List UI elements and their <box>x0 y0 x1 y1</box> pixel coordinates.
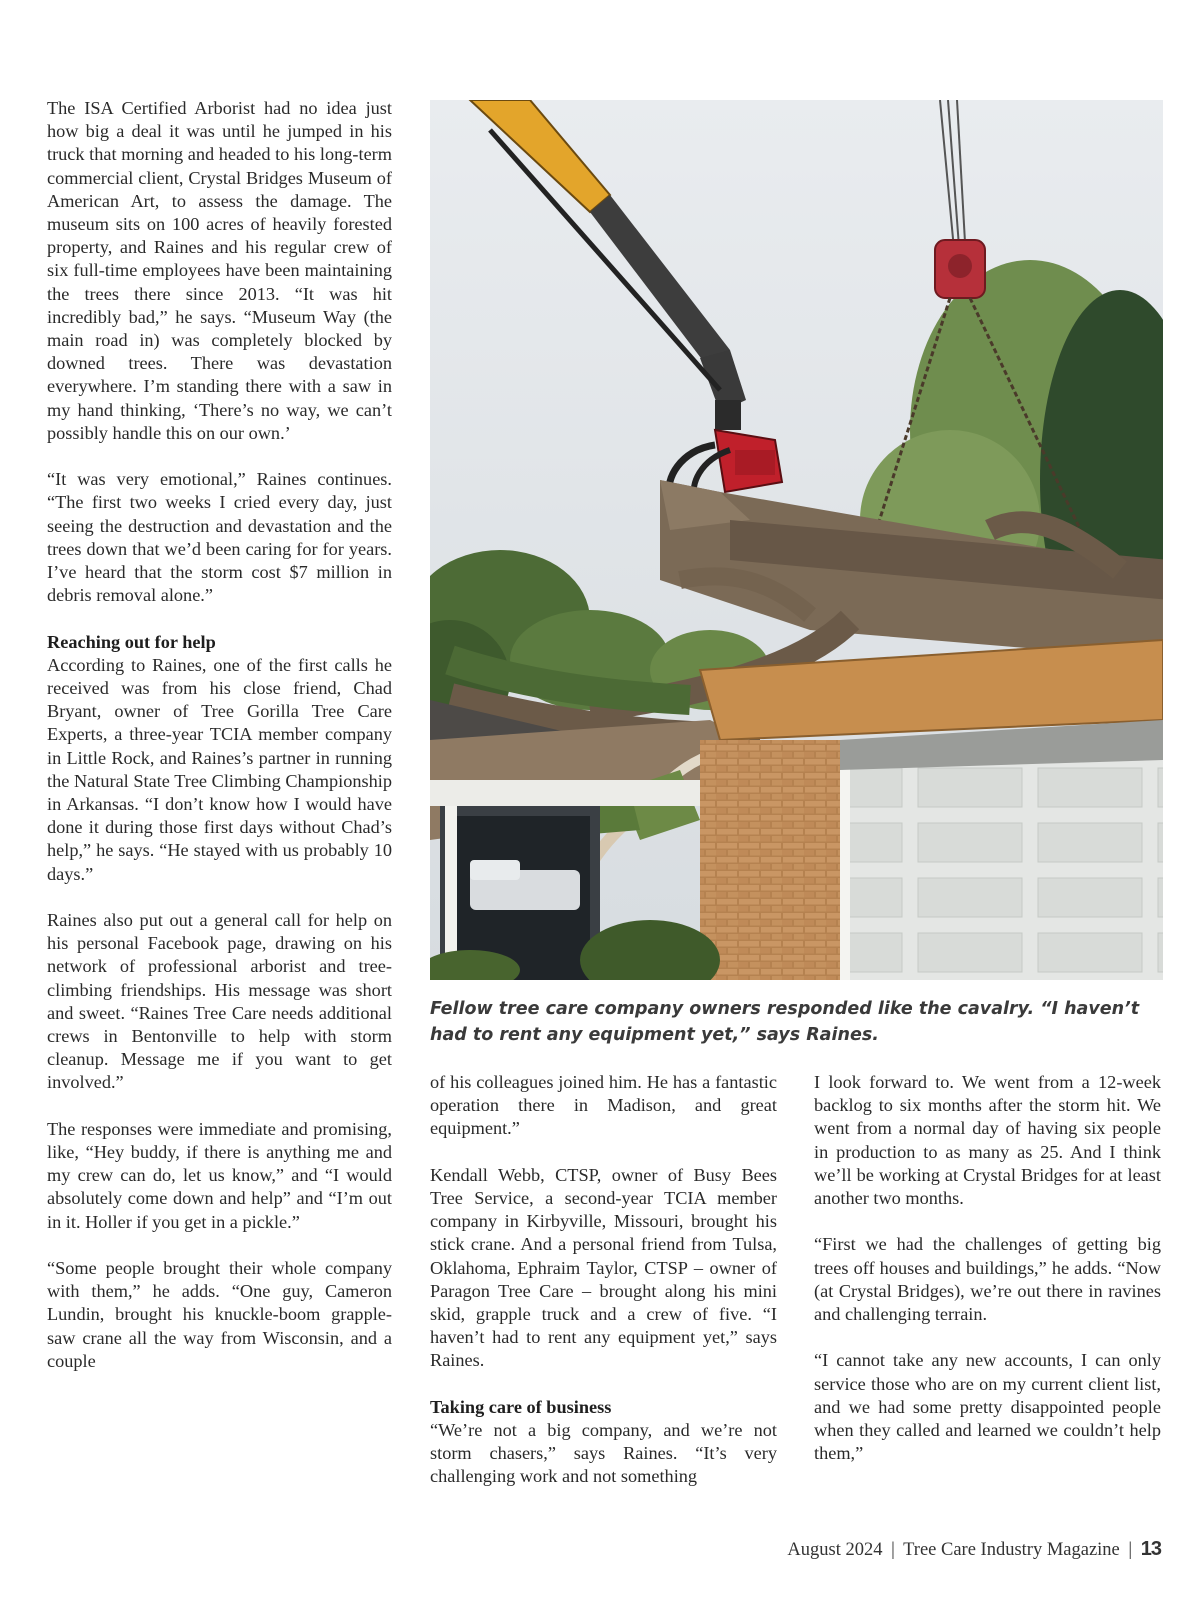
garage-door <box>840 720 1163 980</box>
paragraph: of his colleagues joined him. He has a fantastic operation there in Madison, and great equipment.” <box>430 1072 777 1139</box>
section-heading: Reaching out for help <box>47 631 216 652</box>
paragraph: “I cannot take any new accounts, I can only service those who are on my current client list, and we had some pretty disappointed people when they called and learned we couldn’t help them,” <box>814 1350 1161 1464</box>
paragraph: Kendall Webb, CTSP, owner of Busy Bees Tree Service, a second-year TCIA member company in Kirbyville, Missouri, brought his stick crane. And a personal friend from Tulsa, Oklahoma, Ephraim Taylor, CTSP – owner of Paragon Tree Care – brought along his mini skid, grapple truck and a crew of five. “I haven’t had to rent any equipment yet,” says Raines. <box>430 1164 777 1371</box>
article-column-middle <box>430 1071 777 1489</box>
paragraph: “First we had the challenges of getting big trees off houses and buildings,” he adds. “Now (at Crystal Bridges), we’re out there in ravines and challenging terrain. <box>814 1234 1161 1325</box>
page-footer <box>787 1538 1161 1561</box>
article-column-left <box>47 97 392 1373</box>
paragraph: Raines also put out a general call for help on his personal Facebook page, drawing on his network of professional arborist and tree-climbing friendships. His message was short and sweet. “Raines Tree Care needs additional crews in Bentonville to help with storm cleanup. Message me if you want to get involved.” <box>47 910 392 1093</box>
paragraph: “We’re not a big company, and we’re not storm chasers,” says Raines. “It’s very challenging work and not something <box>430 1420 777 1487</box>
page-number: 13 <box>1140 1538 1161 1560</box>
paragraph: I look forward to. We went from a 12-week backlog to six months after the storm hit. We went from a normal day of having six people in production to as many as 25. And I think we’ll be working at Crystal Bridges for at least another two months. <box>814 1072 1161 1209</box>
paragraph: “It was very emotional,” Raines continues. “The first two weeks I cried every day, just seeing the destruction and devastation and the trees down that we’d been caring for for years. I’ve heard that the storm cost $7 million in debris removal alone.” <box>47 469 392 606</box>
footer-separator: | <box>1128 1540 1133 1560</box>
photo-caption: Fellow tree care company owners responded like the cavalry. “I haven’t had to rent any equipment yet,” says Raines. <box>430 999 1140 1045</box>
paragraph: The ISA Certified Arborist had no idea just how big a deal it was until he jumped in his truck that morning and headed to his long-term commercial client, Crystal Bridges Museum of American Art, to assess the damage. The museum sits on 100 acres of heavily forested property, and Raines and his regular crew of six full-time employees have been maintaining the trees there since 2013. “It was hit incredibly bad,” he says. “Museum Way (the main road in) was completely blocked by downed trees. There was devastation everywhere. I’m standing there with a saw in my hand thinking, ‘There’s no way, we can’t possibly handle this on our own.’ <box>47 98 392 443</box>
article-column-right <box>814 1071 1161 1465</box>
paragraph: The responses were immediate and promising, like, “Hey buddy, if there is anything me and my crew can do, let us know,” and “I would absolutely come down and help” and “I’m out in it. Holler if you get in a pickle.” <box>47 1118 392 1232</box>
article-photo <box>430 100 1163 980</box>
paragraph: According to Raines, one of the first calls he received was from his close friend, Chad Bryant, owner of Tree Gorilla Tree Care Experts, a three-year TCIA member company in Little Rock, and Raines’s partner in running the Natural State Tree Climbing Championship in Arkansas. “I don’t know how I would have done it during those first days without Chad’s help,” he says. “He stayed with us probably 10 days.” <box>47 654 392 884</box>
crane-removing-tree-illustration <box>430 100 1163 980</box>
brick-column <box>700 740 840 980</box>
magazine-name: Tree Care Industry Magazine <box>903 1540 1120 1560</box>
house-fascia <box>430 780 700 806</box>
section-heading: Taking care of business <box>430 1396 612 1417</box>
footer-separator: | <box>891 1540 895 1560</box>
issue-date: August 2024 <box>787 1540 883 1560</box>
paragraph: “Some people brought their whole company with them,” he adds. “One guy, Cameron Lundin, brought his knuckle-boom grapple-saw crane all the way from Wisconsin, and a couple <box>47 1258 392 1371</box>
